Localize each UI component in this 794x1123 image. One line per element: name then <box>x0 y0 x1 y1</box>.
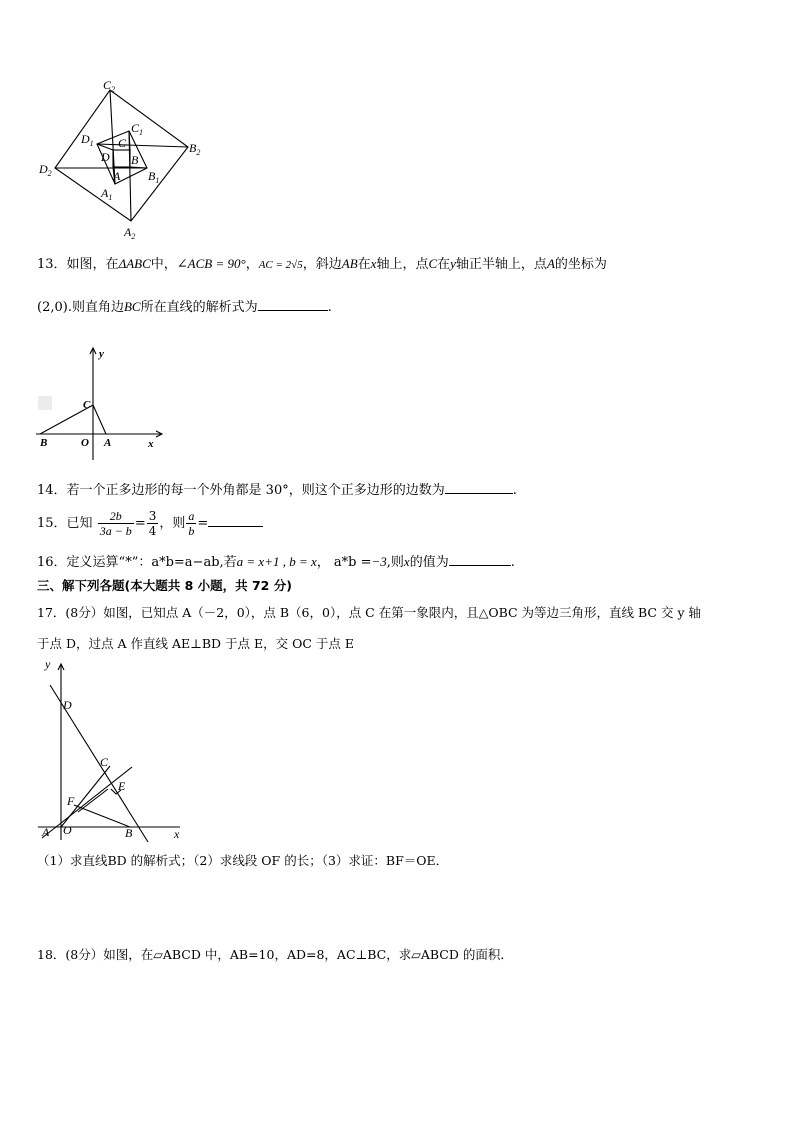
square-a2b2c2d2 <box>55 90 188 221</box>
label-d1: $D_1$ <box>81 132 94 148</box>
question-18: 18．(8分）如图，在▱ABCD 中，AB=10，AD=8，AC⊥BC，求▱ABCD 的面积． <box>37 947 513 962</box>
svg-text:x: x <box>148 438 154 450</box>
svg-text:x: x <box>174 827 180 841</box>
label-d: D <box>101 150 110 164</box>
svg-text:B: B <box>40 437 48 449</box>
label-d2: $D_2$ <box>39 162 52 178</box>
svg-text:D: D <box>63 698 72 712</box>
question-13-line-2: (2,0).则直角边BC所在直线的解析式为 . <box>37 299 332 315</box>
label-c2: $C_2$ <box>103 78 116 94</box>
question-17-line-1: 17．(8分）如图，已知点 A（－2，0），点 B（6，0），点 C 在第一象限内，且△OBC 为等边三角形，直线 BC 交 y 轴 <box>37 605 701 620</box>
question-17-line-2: 于点 D，过点 A 作直线 AE⊥BD 于点 E，交 OC 于点 E <box>37 636 354 651</box>
label-b2: $B_2$ <box>189 141 201 157</box>
figure-17 <box>36 658 186 843</box>
nested-squares-figure <box>35 75 215 245</box>
svg-text:B: B <box>125 826 133 840</box>
svg-text:F: F <box>67 794 75 808</box>
question-17-parts: （1）求直线BD 的解析式；（2）求线段 OF 的长；（3）求证：BF＝OE． <box>37 853 449 868</box>
answer-blank-13 <box>258 298 328 311</box>
label-b1: $B_1$ <box>148 169 160 185</box>
question-14: 14．若一个正多边形的每一个外角都是 30°，则这个正多边形的边数为 . <box>37 483 517 498</box>
svg-text:O: O <box>81 437 89 449</box>
segment-b2-d1 <box>97 144 188 147</box>
svg-text:C: C <box>100 755 109 769</box>
fraction-2b-over-3a-minus-b: $\frac{2b}{3a - b}$ <box>99 509 132 538</box>
answer-blank-14 <box>445 481 513 494</box>
svg-text:A: A <box>104 437 112 449</box>
question-13-line-1: 13．如图，在ΔABC中，∠ACB = 90°，AC = 2√5，斜边AB在x轴上，点C在y轴正半轴上，点A的坐标为 <box>37 256 607 272</box>
answer-blank-16 <box>449 553 511 566</box>
svg-text:C: C <box>83 399 91 411</box>
label-c: C <box>118 136 127 150</box>
label-c1: $C_1$ <box>131 121 144 137</box>
image-placeholder <box>38 396 52 410</box>
svg-text:E: E <box>118 779 126 793</box>
fraction-3-over-4: $\frac{3}{4}$ <box>148 509 157 538</box>
answer-blank-15 <box>208 514 263 527</box>
svg-text:y: y <box>99 348 104 360</box>
fraction-a-over-b: $\frac{a}{b}$ <box>188 509 195 538</box>
question-15: 15．已知 $\frac{2b}{3a - b}$ = $\frac{3}{4}$ ，则 $\frac{a}{b}$ = <box>37 508 263 540</box>
question-16: 16．定义运算“*”：a*b=a−ab,若a = x+1 , b = x， a*b =−3,则x的值为 . <box>37 554 515 570</box>
label-a2: $A_2$ <box>124 225 136 241</box>
label-a: A <box>113 169 121 183</box>
label-a1: $A_1$ <box>101 186 113 202</box>
svg-text:A: A <box>42 825 50 839</box>
section-3-heading: 三、解下列各题(本大题共 8 小题，共 72 分) <box>37 578 292 593</box>
svg-text:O: O <box>63 823 72 837</box>
square-abcd <box>113 150 130 167</box>
figure-13-axes <box>34 340 174 465</box>
svg-text:y: y <box>45 658 51 671</box>
label-b: B <box>131 153 139 167</box>
